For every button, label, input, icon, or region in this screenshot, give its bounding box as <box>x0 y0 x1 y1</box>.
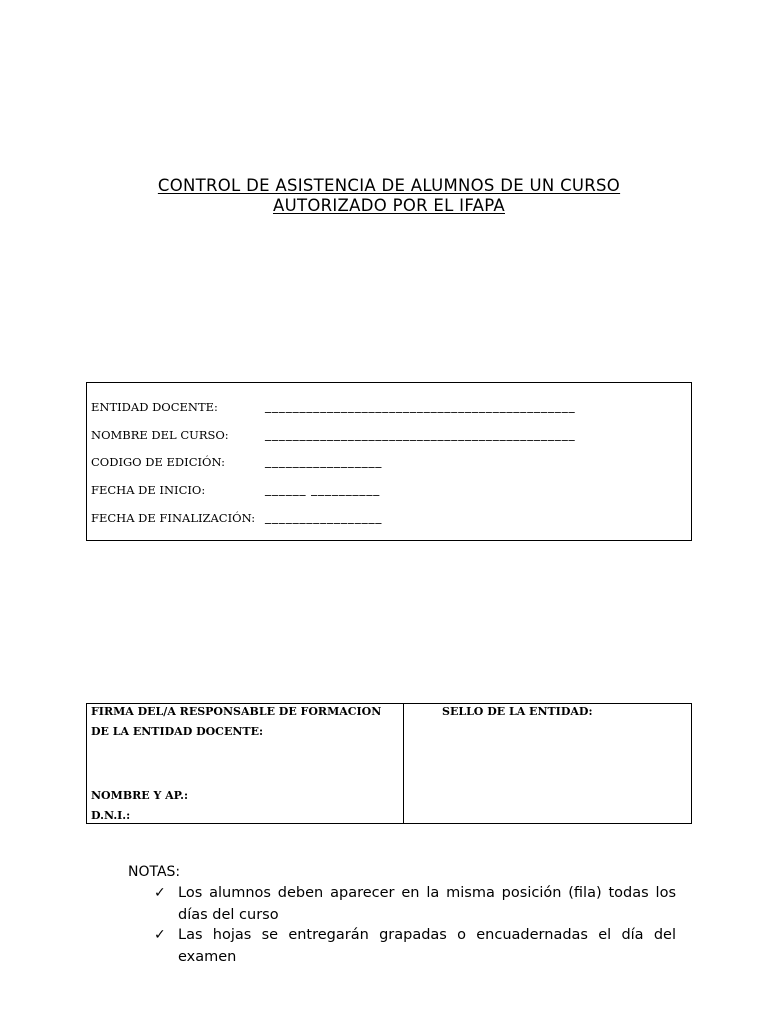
fecha-inicio-field[interactable]: ______ __________ <box>265 482 381 496</box>
teaching-entity-label: DE LA ENTIDAD DOCENTE: <box>91 725 264 738</box>
info-row-fecha-inicio <box>91 480 687 500</box>
fecha-inicio-label: FECHA DE INICIO: <box>91 483 206 497</box>
check-icon: ✓ <box>154 927 166 943</box>
codigo-edicion-label: CODIGO DE EDICIÓN: <box>91 455 225 469</box>
course-info-box <box>86 382 692 541</box>
info-row-nombre-curso <box>91 425 687 445</box>
page-title <box>0 176 768 216</box>
responsible-signature-label: FIRMA DEL/A RESPONSABLE DE FORMACION <box>91 705 382 718</box>
signature-table <box>86 703 692 824</box>
signature-divider <box>403 704 404 823</box>
info-row-fecha-finalizacion <box>91 508 687 528</box>
note-text-2: Las hojas se entregarán grapadas o encuadernadas el día del examen <box>178 927 676 965</box>
title-line-2: AUTORIZADO POR EL IFAPA <box>272 196 505 215</box>
entidad-docente-field[interactable]: _____________________________________________ <box>265 399 576 413</box>
seal-label: SELLO DE LA ENTIDAD: <box>442 705 593 718</box>
name-label: NOMBRE Y AP.: <box>91 789 189 802</box>
dni-label: D.N.I.: <box>91 809 131 822</box>
info-row-entidad <box>91 397 687 417</box>
fecha-finalizacion-field[interactable]: _________________ <box>265 510 383 524</box>
nombre-curso-field[interactable]: _____________________________________________ <box>265 427 576 441</box>
entidad-docente-label: ENTIDAD DOCENTE: <box>91 400 218 414</box>
nombre-curso-label: NOMBRE DEL CURSO: <box>91 428 229 442</box>
title-line-1: CONTROL DE ASISTENCIA DE ALUMNOS DE UN CURSO <box>157 176 621 195</box>
check-icon: ✓ <box>154 885 166 901</box>
notes-heading: NOTAS: <box>128 864 181 880</box>
codigo-edicion-field[interactable]: _________________ <box>265 454 383 468</box>
info-row-codigo-edicion <box>91 452 687 472</box>
fecha-finalizacion-label: FECHA DE FINALIZACIÓN: <box>91 511 256 525</box>
note-text-1: Los alumnos deben aparecer en la misma posición (fila) todas los días del curso <box>178 885 676 923</box>
